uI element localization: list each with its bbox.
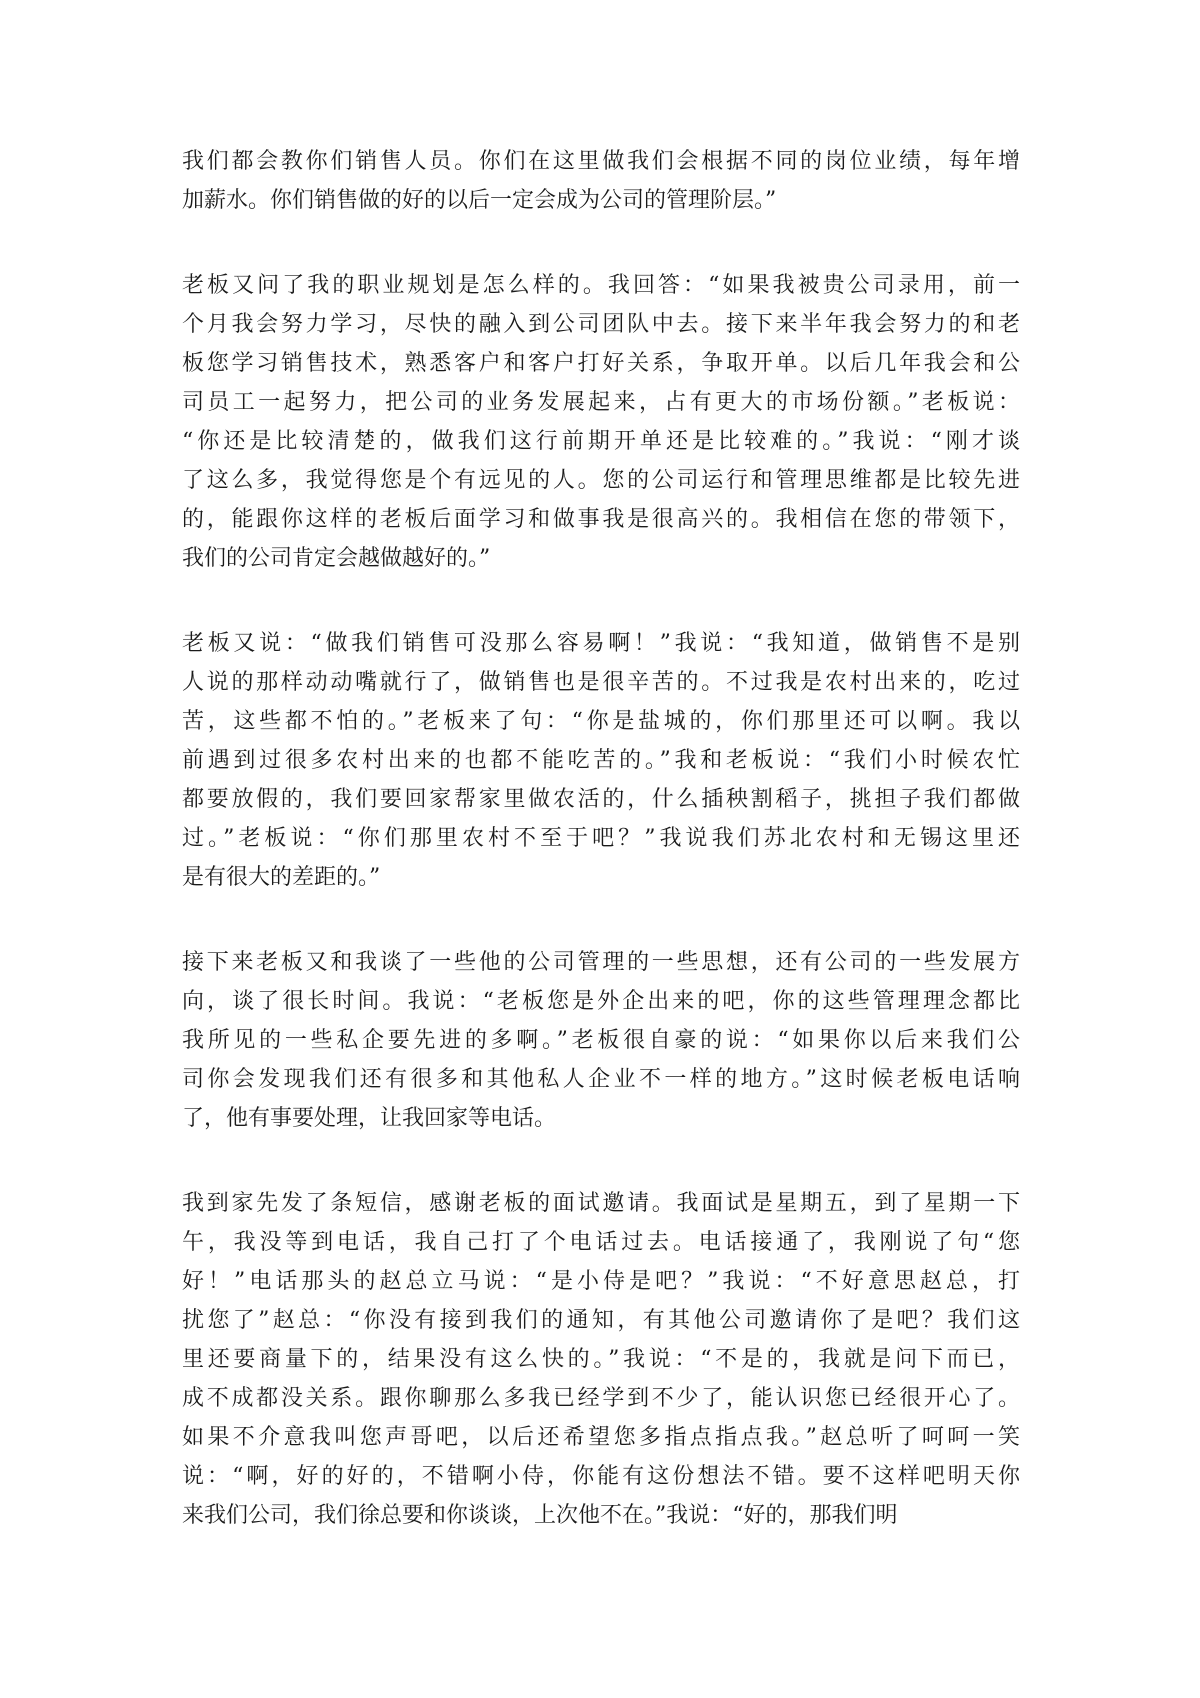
text-line: 是有很大的差距的。” — [182, 865, 381, 890]
text-line: “你还是比较清楚的，做我们这行前期开单还是比较难的。”我说：“刚才谈 — [182, 429, 1020, 454]
text-line: 个月我会努力学习，尽快的融入到公司团队中去。接下来半年我会努力的和老 — [182, 312, 1020, 337]
text-line: 好！”电话那头的赵总立马说：“是小侍是吧？”我说：“不好意思赵总，打 — [182, 1269, 1020, 1294]
text-line: 苦，这些都不怕的。”老板来了句：“你是盐城的，你们那里还可以啊。我以 — [182, 709, 1020, 734]
text-line: 扰您了”赵总：“你没有接到我们的通知，有其他公司邀请你了是吧？我们这 — [182, 1308, 1020, 1333]
text-line: 接下来老板又和我谈了一些他的公司管理的一些思想，还有公司的一些发展方 — [182, 950, 1020, 975]
text-line: 司员工一起努力，把公司的业务发展起来，占有更大的市场份额。”老板说： — [182, 390, 1020, 415]
text-line: 板您学习销售技术，熟悉客户和客户打好关系，争取开单。以后几年我会和公 — [182, 351, 1020, 376]
text-line: 我所见的一些私企要先进的多啊。”老板很自豪的说：“如果你以后来我们公 — [182, 1028, 1020, 1053]
text-line: 午，我没等到电话，我自己打了个电话过去。电话接通了，我刚说了句“您 — [182, 1230, 1020, 1255]
text-line: 加薪水。你们销售做的好的以后一定会成为公司的管理阶层。” — [182, 188, 777, 213]
text-line: 成不成都没关系。跟你聊那么多我已经学到不少了，能认识您已经很开心了。 — [182, 1386, 1020, 1411]
text-line: 的，能跟你这样的老板后面学习和做事我是很高兴的。我相信在您的带领下， — [182, 507, 1020, 532]
paragraph — [182, 943, 1020, 1138]
text-line: 前遇到过很多农村出来的也都不能吃苦的。”我和老板说：“我们小时候农忙 — [182, 748, 1020, 773]
paragraph — [182, 142, 1020, 220]
text-line: 如果不介意我叫您声哥吧，以后还希望您多指点指点我。”赵总听了呵呵一笑 — [182, 1425, 1020, 1450]
text-line: 老板又说：“做我们销售可没那么容易啊！”我说：“我知道，做销售不是别 — [182, 631, 1020, 656]
text-line: 过。”老板说：“你们那里农村不至于吧？”我说我们苏北农村和无锡这里还 — [182, 826, 1020, 851]
text-line: 了这么多，我觉得您是个有远见的人。您的公司运行和管理思维都是比较先进 — [182, 468, 1020, 493]
text-line: 司你会发现我们还有很多和其他私人企业不一样的地方。”这时候老板电话响 — [182, 1067, 1020, 1092]
text-line: 里还要商量下的，结果没有这么快的。”我说：“不是的，我就是问下而已， — [182, 1347, 1020, 1372]
text-line: 向，谈了很长时间。我说：“老板您是外企出来的吧，你的这些管理理念都比 — [182, 989, 1020, 1014]
paragraph — [182, 624, 1020, 897]
text-line: 都要放假的，我们要回家帮家里做农活的，什么插秧割稻子，挑担子我们都做 — [182, 787, 1020, 812]
text-line: 说：“啊，好的好的，不错啊小侍，你能有这份想法不错。要不这样吧明天你 — [182, 1464, 1020, 1489]
text-line: 我到家先发了条短信，感谢老板的面试邀请。我面试是星期五，到了星期一下 — [182, 1191, 1020, 1216]
paragraph — [182, 266, 1020, 578]
text-line: 我们都会教你们销售人员。你们在这里做我们会根据不同的岗位业绩，每年增 — [182, 149, 1020, 174]
text-line: 人说的那样动动嘴就行了，做销售也是很辛苦的。不过我是农村出来的，吃过 — [182, 670, 1020, 695]
text-line: 来我们公司，我们徐总要和你谈谈，上次他不在。”我说：“好的，那我们明 — [182, 1503, 898, 1528]
paragraph — [182, 1184, 1020, 1535]
text-line: 我们的公司肯定会越做越好的。” — [182, 546, 491, 571]
document-body — [182, 142, 1020, 1581]
text-line: 了，他有事要处理，让我回家等电话。 — [182, 1106, 557, 1131]
text-line: 老板又问了我的职业规划是怎么样的。我回答：“如果我被贵公司录用，前一 — [182, 273, 1020, 298]
